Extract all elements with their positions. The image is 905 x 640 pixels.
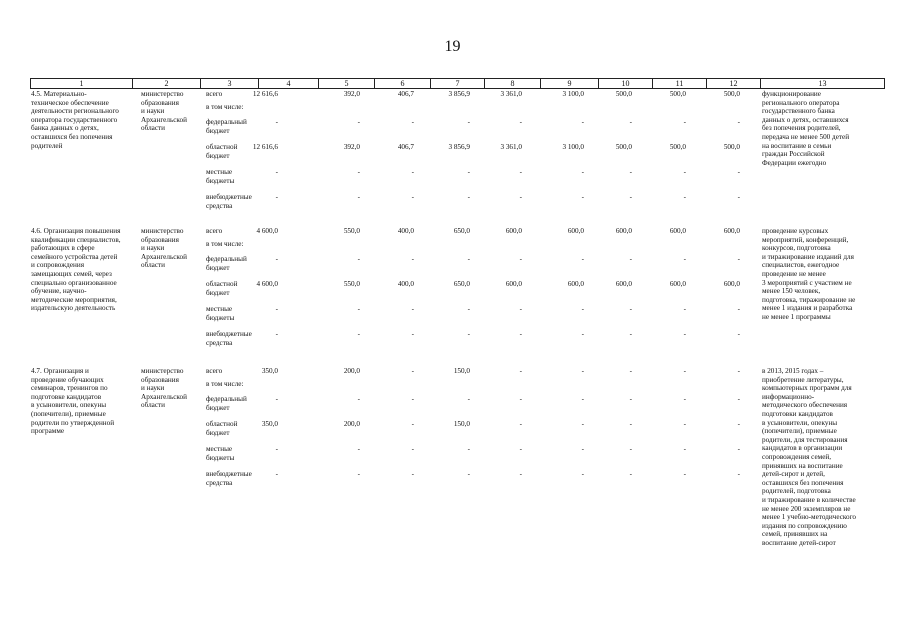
funding-value: - — [275, 395, 278, 403]
funding-value: - — [581, 255, 584, 263]
funding-value: 3 361,0 — [500, 143, 522, 151]
funding-source-label: в том числе: — [206, 380, 244, 388]
funding-value: - — [629, 193, 632, 201]
funding-value: - — [467, 445, 470, 453]
funding-source-label: в том числе: — [206, 103, 244, 111]
column-header-7: 7 — [430, 79, 484, 88]
measure-title: 4.5. Материально- техническое обеспечение деятельности регионального оператора государственного банка данных о детях, оставшихся без попечения родителей — [31, 90, 119, 150]
funding-value: - — [519, 193, 522, 201]
funding-value: - — [411, 420, 414, 428]
funding-value: - — [357, 255, 360, 263]
funding-value: - — [519, 118, 522, 126]
result-description: функционирование регионального оператора государственного банка данных о детях, оставшихся без попечения родителей, передача не менее 500 детей на воспитание в семьи граждан Российской Федерации ежегодно — [762, 90, 850, 167]
executor: министерство образования и науки Архангельской области — [141, 367, 187, 410]
funding-value: 3 856,9 — [448, 90, 470, 98]
funding-source-label: в том числе: — [206, 240, 244, 248]
funding-value: - — [629, 367, 632, 375]
funding-value: - — [683, 420, 686, 428]
executor: министерство образования и науки Архангельской области — [141, 90, 187, 133]
funding-value: - — [581, 168, 584, 176]
column-header-1: 1 — [30, 79, 132, 88]
funding-value: - — [581, 445, 584, 453]
funding-value: - — [683, 330, 686, 338]
funding-value: - — [467, 193, 470, 201]
funding-value: 550,0 — [343, 227, 360, 235]
funding-value: - — [683, 118, 686, 126]
funding-value: - — [737, 445, 740, 453]
funding-value: - — [737, 367, 740, 375]
funding-value: 200,0 — [343, 420, 360, 428]
column-header-8: 8 — [484, 79, 540, 88]
funding-value: - — [467, 255, 470, 263]
funding-value: - — [737, 305, 740, 313]
funding-value: 600,0 — [669, 280, 686, 288]
funding-value: - — [629, 395, 632, 403]
funding-value: 392,0 — [343, 143, 360, 151]
result-description: проведение курсовых мероприятий, конференций, конкурсов, подготовка и тиражирование изданий для специалистов, ежегодное проведение не менее 3 мероприятий с участием не менее 150 человек, подготовка, тиражирование не менее 1 издания и разработка не менее 1 программы — [762, 227, 856, 321]
funding-value: 400,0 — [397, 280, 414, 288]
funding-value: - — [519, 470, 522, 478]
funding-value: - — [629, 118, 632, 126]
funding-value: 500,0 — [669, 143, 686, 151]
funding-value: - — [581, 367, 584, 375]
funding-value: - — [275, 305, 278, 313]
funding-value: 200,0 — [343, 367, 360, 375]
funding-value: - — [581, 470, 584, 478]
funding-value: - — [275, 193, 278, 201]
funding-value: 500,0 — [723, 90, 740, 98]
funding-value: 500,0 — [723, 143, 740, 151]
funding-value: 392,0 — [343, 90, 360, 98]
funding-value: - — [683, 255, 686, 263]
funding-value: 3 361,0 — [500, 90, 522, 98]
funding-value: 600,0 — [567, 227, 584, 235]
funding-value: - — [737, 470, 740, 478]
measure-title: 4.6. Организация повышения квалификации специалистов, работающих в сфере семейного устройства детей и сопровождения замещающих семей, через специально организованное обучение, научно- методические мероприятия, издательскую деятельность — [31, 227, 121, 313]
funding-value: - — [275, 470, 278, 478]
funding-value: - — [357, 118, 360, 126]
measure-title: 4.7. Организация и проведение обучающих семинаров, тренингов по подготовке кандидатов в усыновители, опекуны (попечители), приемные родители по утвержденной программе — [31, 367, 115, 436]
column-header-13: 13 — [760, 79, 885, 88]
funding-value: - — [519, 305, 522, 313]
funding-value: - — [629, 470, 632, 478]
funding-value: 500,0 — [669, 90, 686, 98]
funding-value: - — [411, 305, 414, 313]
funding-value: - — [629, 168, 632, 176]
funding-value: 3 100,0 — [562, 143, 584, 151]
funding-value: - — [683, 470, 686, 478]
funding-value: - — [275, 168, 278, 176]
funding-value: - — [581, 305, 584, 313]
funding-value: - — [411, 118, 414, 126]
funding-value: - — [411, 445, 414, 453]
funding-value: - — [737, 420, 740, 428]
funding-source-label: всего — [206, 227, 223, 235]
funding-source-label: внебюджетные средства — [206, 193, 252, 210]
funding-value: - — [737, 168, 740, 176]
funding-value: - — [411, 168, 414, 176]
funding-value: - — [467, 395, 470, 403]
column-header-11: 11 — [652, 79, 706, 88]
funding-value: - — [275, 118, 278, 126]
funding-value: - — [683, 168, 686, 176]
funding-value: - — [411, 193, 414, 201]
funding-value: 600,0 — [505, 280, 522, 288]
column-header-5: 5 — [318, 79, 374, 88]
funding-value: 350,0 — [261, 420, 278, 428]
funding-value: - — [275, 255, 278, 263]
funding-source-label: внебюджетные средства — [206, 330, 252, 347]
funding-value: - — [629, 420, 632, 428]
funding-value: 150,0 — [453, 367, 470, 375]
funding-value: 4 600,0 — [256, 280, 278, 288]
column-header-9: 9 — [540, 79, 598, 88]
funding-value: 350,0 — [261, 367, 278, 375]
funding-source-label: местные бюджеты — [206, 305, 235, 322]
funding-value: 600,0 — [723, 280, 740, 288]
funding-value: - — [411, 255, 414, 263]
funding-value: 600,0 — [615, 227, 632, 235]
page-number: 19 — [444, 38, 461, 55]
funding-value: - — [581, 420, 584, 428]
funding-source-label: областной бюджет — [206, 280, 238, 297]
column-header-4: 4 — [258, 79, 318, 88]
funding-source-label: местные бюджеты — [206, 168, 235, 185]
funding-value: 600,0 — [669, 227, 686, 235]
funding-value: - — [411, 395, 414, 403]
funding-value: - — [581, 330, 584, 338]
funding-value: - — [467, 470, 470, 478]
funding-value: - — [357, 470, 360, 478]
funding-value: 406,7 — [397, 143, 414, 151]
funding-value: - — [275, 330, 278, 338]
funding-value: 3 100,0 — [562, 90, 584, 98]
funding-value: 400,0 — [397, 227, 414, 235]
funding-value: - — [683, 395, 686, 403]
funding-source-label: местные бюджеты — [206, 445, 235, 462]
funding-value: - — [519, 255, 522, 263]
funding-value: - — [629, 330, 632, 338]
funding-source-label: федеральный бюджет — [206, 118, 247, 135]
funding-value: - — [737, 193, 740, 201]
executor: министерство образования и науки Архангельской области — [141, 227, 187, 270]
column-header-12: 12 — [706, 79, 760, 88]
funding-value: 500,0 — [615, 90, 632, 98]
funding-value: - — [357, 330, 360, 338]
funding-value: - — [629, 255, 632, 263]
funding-source-label: федеральный бюджет — [206, 255, 247, 272]
funding-value: - — [519, 367, 522, 375]
funding-value: 4 600,0 — [256, 227, 278, 235]
funding-source-label: внебюджетные средства — [206, 470, 252, 487]
column-header-3: 3 — [200, 79, 258, 88]
funding-value: - — [581, 395, 584, 403]
funding-value: - — [467, 330, 470, 338]
funding-source-label: областной бюджет — [206, 143, 238, 160]
funding-value: - — [357, 193, 360, 201]
funding-value: - — [467, 118, 470, 126]
funding-source-label: всего — [206, 367, 223, 375]
funding-value: 600,0 — [567, 280, 584, 288]
funding-value: 550,0 — [343, 280, 360, 288]
funding-value: - — [683, 367, 686, 375]
funding-value: - — [467, 168, 470, 176]
funding-value: - — [581, 118, 584, 126]
funding-value: - — [519, 420, 522, 428]
funding-value: - — [683, 193, 686, 201]
result-description: в 2013, 2015 годах – приобретение литературы, компьютерных программ для информационно- методического обеспечения подготовки кандидатов в усыновители, опекуны (попечители), приемные родители, для тестирования кандидатов в организации сопровождения семей, принявших на воспитание детей-сирот и детей, оставшихся без попечения родителей, подготовка и тиражирование в количестве не менее 200 экземпляров не менее 1 учебно-методического издания по сопровождению семей, принявших на воспитание детей-сирот — [762, 367, 856, 547]
funding-value: - — [411, 330, 414, 338]
funding-value: - — [737, 330, 740, 338]
funding-value: 500,0 — [615, 143, 632, 151]
funding-value: - — [737, 395, 740, 403]
funding-value: - — [275, 445, 278, 453]
funding-value: - — [411, 470, 414, 478]
funding-value: 12 616,6 — [252, 90, 278, 98]
funding-value: 650,0 — [453, 280, 470, 288]
funding-value: - — [467, 305, 470, 313]
funding-value: 600,0 — [723, 227, 740, 235]
funding-value: 600,0 — [505, 227, 522, 235]
funding-value: - — [357, 168, 360, 176]
funding-value: - — [737, 255, 740, 263]
funding-value: - — [411, 367, 414, 375]
funding-value: - — [519, 330, 522, 338]
funding-value: - — [629, 445, 632, 453]
column-header-2: 2 — [132, 79, 200, 88]
funding-value: - — [357, 395, 360, 403]
funding-value: - — [737, 118, 740, 126]
funding-value: - — [519, 395, 522, 403]
column-header-10: 10 — [598, 79, 652, 88]
funding-source-label: всего — [206, 90, 223, 98]
funding-value: - — [683, 305, 686, 313]
column-number-header-row — [30, 78, 885, 89]
funding-value: 600,0 — [615, 280, 632, 288]
funding-value: - — [519, 168, 522, 176]
funding-value: - — [357, 305, 360, 313]
funding-value: 3 856,9 — [448, 143, 470, 151]
funding-value: - — [629, 305, 632, 313]
funding-value: - — [683, 445, 686, 453]
funding-source-label: федеральный бюджет — [206, 395, 247, 412]
funding-value: - — [519, 445, 522, 453]
funding-value: 650,0 — [453, 227, 470, 235]
funding-value: - — [581, 193, 584, 201]
funding-value: 12 616,6 — [252, 143, 278, 151]
column-header-6: 6 — [374, 79, 430, 88]
funding-value: - — [357, 445, 360, 453]
funding-source-label: областной бюджет — [206, 420, 238, 437]
funding-value: 406,7 — [397, 90, 414, 98]
funding-value: 150,0 — [453, 420, 470, 428]
